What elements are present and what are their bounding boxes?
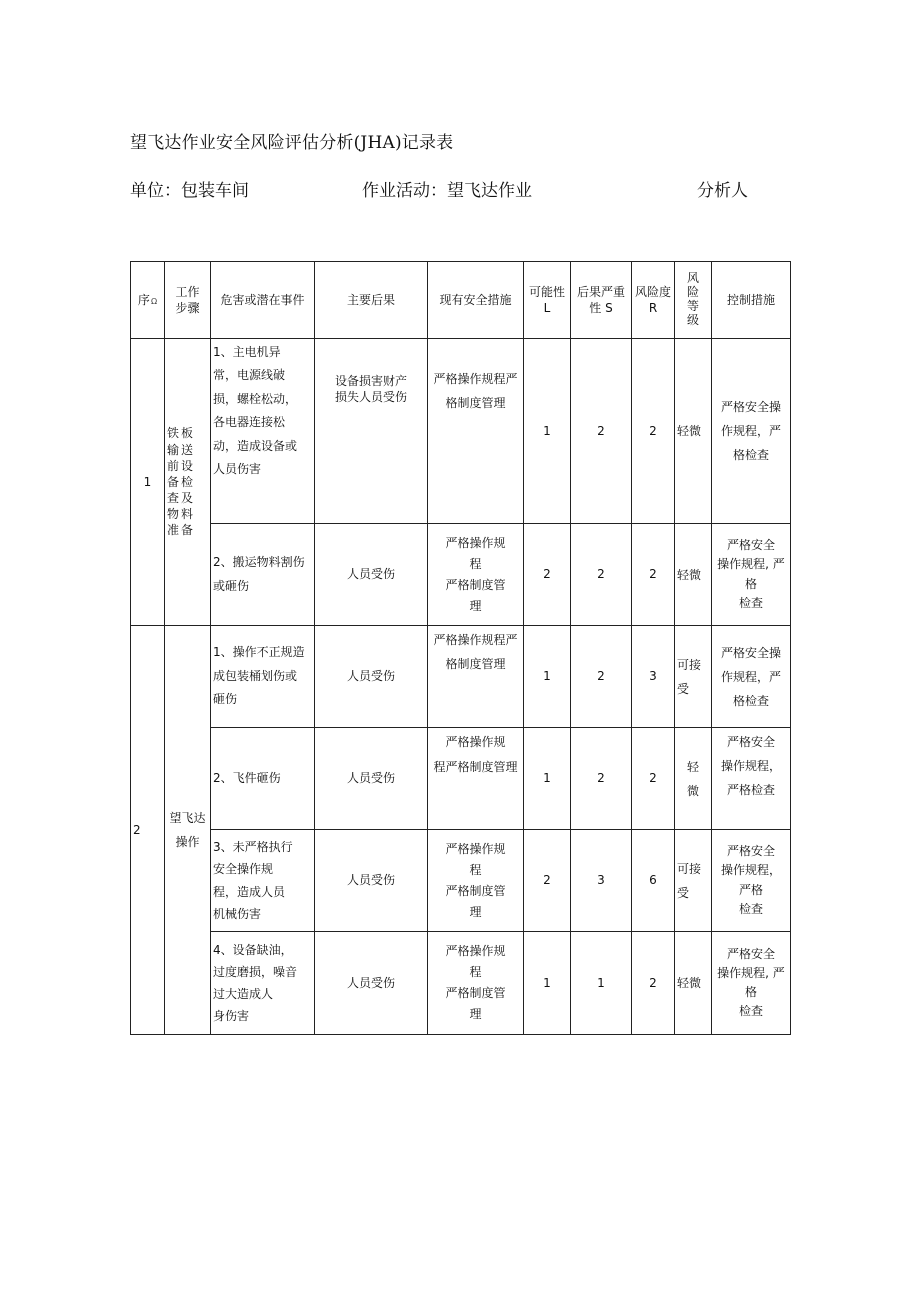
measures-cell: 严格操作规 程 严格制度管 理 [428, 830, 524, 932]
risk-cell: 2 [632, 524, 675, 626]
table-row [131, 932, 791, 1035]
hazard-cell: 2、飞件砸伤 [211, 728, 315, 830]
level-cell: 轻 微 [675, 728, 712, 830]
hazard-cell: 2、搬运物料割伤 或砸伤 [211, 524, 315, 626]
control-cell: 严格安全 操作规程, 严 格 检查 [712, 932, 791, 1035]
consequence-cell: 人员受伤 [315, 524, 428, 626]
analyst-label: 分析人 [697, 181, 748, 201]
level-cell: 可接 受 [675, 830, 712, 932]
level-cell: 轻微 [675, 524, 712, 626]
likelihood-cell: 1 [524, 626, 571, 728]
control-cell: 严格安全操 作规程，严 格检查 [712, 626, 791, 728]
likelihood-cell: 1 [524, 728, 571, 830]
measures-cell: 严格操作规程严 格制度管理 [428, 339, 524, 524]
measures-cell: 严格操作规 程严格制度管理 [428, 728, 524, 830]
header-likelihood: 可能性 L [524, 262, 571, 339]
table-row [131, 626, 791, 728]
consequence-cell: 设备损害财产 损失人员受伤 [315, 339, 428, 524]
consequence-cell: 人员受伤 [315, 932, 428, 1035]
likelihood-cell: 1 [524, 932, 571, 1035]
hazard-cell: 4、设备缺油， 过度磨损，噪音 过大造成人 身伤害 [211, 932, 315, 1035]
measures-cell: 严格操作规 程 严格制度管 理 [428, 932, 524, 1035]
header-step: 工作 步骤 [165, 262, 211, 339]
risk-cell: 3 [632, 626, 675, 728]
group-seq: 2 [131, 626, 165, 1035]
severity-cell: 1 [571, 932, 632, 1035]
hazard-cell: 1、主电机异 常，电源线破 损，螺栓松动， 各电器连接松 动，造成设备或 人员伤害 [211, 339, 315, 524]
likelihood-cell: 2 [524, 830, 571, 932]
consequence-cell: 人员受伤 [315, 830, 428, 932]
group-seq: 1 [131, 339, 165, 626]
header-row [131, 262, 791, 339]
level-cell: 轻微 [675, 339, 712, 524]
header-measures: 现有安全措施 [428, 262, 524, 339]
control-cell: 严格安全操 作规程，严 格检查 [712, 339, 791, 524]
consequence-cell: 人员受伤 [315, 626, 428, 728]
severity-cell: 2 [571, 339, 632, 524]
risk-cell: 2 [632, 932, 675, 1035]
header-risk: 风险度 R [632, 262, 675, 339]
table-row [131, 830, 791, 932]
level-cell: 可接 受 [675, 626, 712, 728]
likelihood-cell: 2 [524, 524, 571, 626]
consequence-cell: 人员受伤 [315, 728, 428, 830]
hazard-cell: 1、操作不正规造 成包装桶划伤或 砸伤 [211, 626, 315, 728]
control-cell: 严格安全 操作规程, 严 格 检查 [712, 524, 791, 626]
severity-cell: 2 [571, 728, 632, 830]
seq-footnote-mark: Ω [150, 296, 158, 306]
risk-cell: 2 [632, 728, 675, 830]
header-control: 控制措施 [712, 262, 791, 339]
header-consequence: 主要后果 [315, 262, 428, 339]
group-step: 铁板输送前设备检查及物料准备 [165, 339, 211, 626]
header-severity: 后果严重 性 S [571, 262, 632, 339]
activity-label: 作业活动：望飞达作业 [362, 181, 532, 201]
risk-cell: 2 [632, 339, 675, 524]
control-cell: 严格安全 操作规程， 严格检查 [712, 728, 791, 830]
header-level: 风 险 等 级 [675, 262, 712, 339]
table-row [131, 339, 791, 524]
header-seq: 序Ω [131, 262, 165, 339]
severity-cell: 2 [571, 524, 632, 626]
measures-cell: 严格操作规程严 格制度管理 [428, 626, 524, 728]
document-title: 望飞达作业安全风险评估分析(JHA)记录表 [130, 133, 454, 153]
unit-label: 单位：包装车间 [130, 181, 249, 201]
control-cell: 严格安全 操作规程， 严格 检查 [712, 830, 791, 932]
measures-cell: 严格操作规 程 严格制度管 理 [428, 524, 524, 626]
risk-cell: 6 [632, 830, 675, 932]
header-hazard: 危害或潜在事件 [211, 262, 315, 339]
level-cell: 轻微 [675, 932, 712, 1035]
hazard-cell: 3、未严格执行 安全操作规 程，造成人员 机械伤害 [211, 830, 315, 932]
table-row [131, 524, 791, 626]
group-step: 望飞达 操作 [165, 626, 211, 1035]
jha-table [130, 261, 791, 1035]
severity-cell: 3 [571, 830, 632, 932]
likelihood-cell: 1 [524, 339, 571, 524]
table-row [131, 728, 791, 830]
severity-cell: 2 [571, 626, 632, 728]
